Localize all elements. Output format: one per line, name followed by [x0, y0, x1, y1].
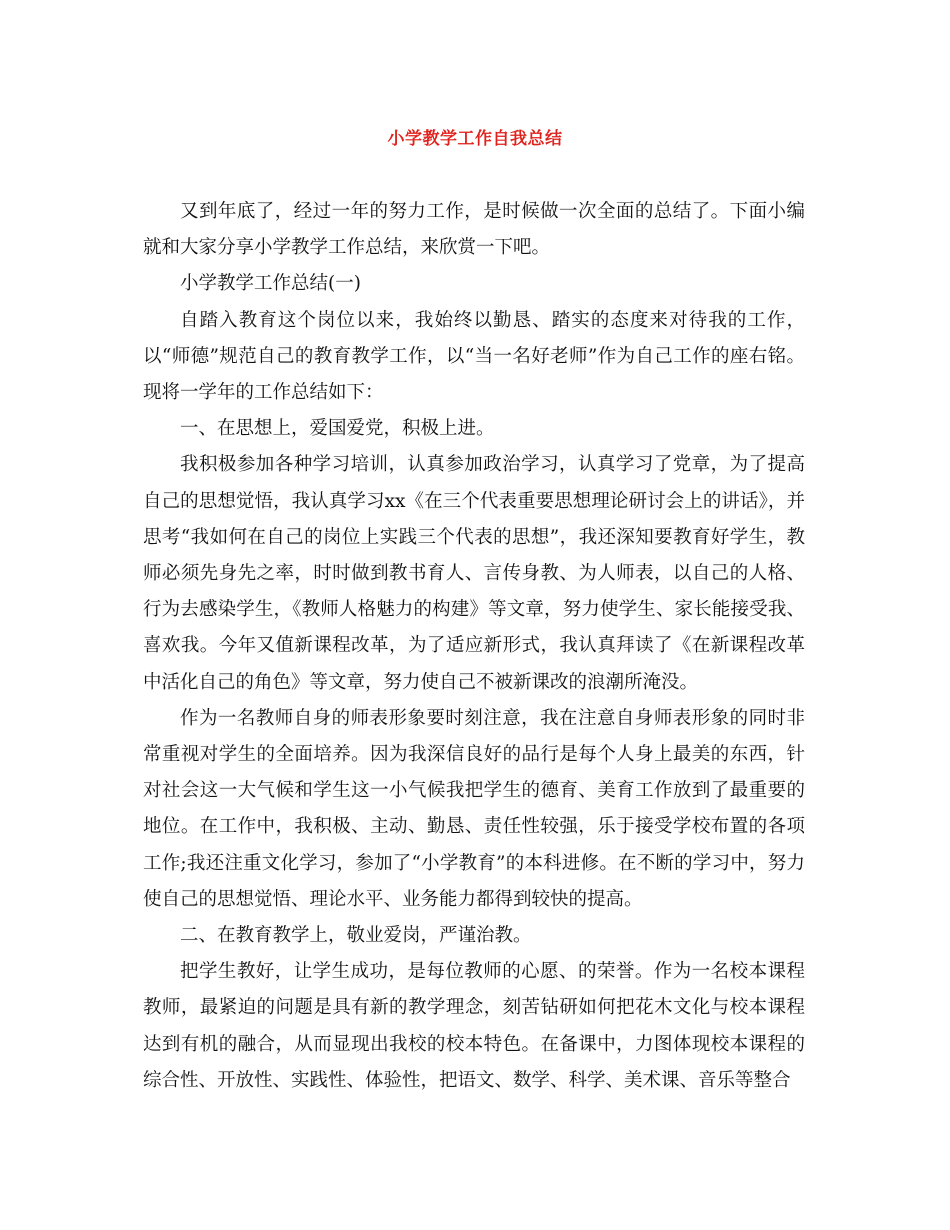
section-heading-teaching: 二、在教育教学上，敬业爱岗，严谨治教。: [180, 925, 532, 947]
document-body: [143, 194, 805, 1099]
body-paragraph: 自踏入教育这个岗位以来，我始终以勤恳、踏实的态度来对待我的工作，以“师德”规范自己的教育教学工作，以“当一名好老师”作为自己工作的座右铭。现将一学年的工作总结如下：: [143, 309, 805, 404]
body-paragraph: 把学生教好，让学生成功，是每位教师的心愿、的荣誉。作为一名校本课程教师，最紧迫的问题是具有新的教学理念，刻苦钻研如何把花木文化与校本课程达到有机的融合，从而显现出我校的校本特色。在备课中，力图体现校本课程的综合性、开放性、实践性、体验性，把语文、数学、科学、美术课、音乐等整合: [143, 961, 805, 1091]
section-heading-summary-one: 小学教学工作总结(一): [180, 273, 361, 295]
intro-paragraph: 又到年底了，经过一年的努力工作，是时候做一次全面的总结了。下面小编就和大家分享小学教学工作总结，来欣赏一下吧。: [143, 201, 805, 259]
body-paragraph: 作为一名教师自身的师表形象要时刻注意，我在注意自身师表形象的同时非常重视对学生的全面培养。因为我深信良好的品行是每个人身上最美的东西，针对社会这一大气候和学生这一小气候我把学生的德育、美育工作放到了最重要的地位。在工作中，我积极、主动、勤恳、责任性较强，乐于接受学校布置的各项工作;我还注重文化学习，参加了“小学教育”的本科进修。在不断的学习中，努力使自己的思想觉悟、理论水平、业务能力都得到较快的提高。: [143, 707, 805, 910]
section-heading-thought: 一、在思想上，爱国爱党，积极上进。: [180, 418, 495, 440]
document-title: 小学教学工作自我总结: [387, 129, 563, 149]
body-paragraph: 我积极参加各种学习培训，认真参加政治学习，认真学习了党章，为了提高自己的思想觉悟，我认真学习xx《在三个代表重要思想理论研讨会上的讲话》，并思考“我如何在自己的岗位上实践三个代表的思想”，我还深知要教育好学生，教师必须先身先之率，时时做到教书育人、言传身教、为人师表，以自己的人格、行为去感染学生，《教师人格魅力的构建》等文章，努力使学生、家长能接受我、喜欢我。今年又值新课程改革，为了适应新形式，我认真拜读了《在新课程改革中活化自己的角色》等文章，努力使自己不被新课改的浪潮所淹没。: [143, 454, 805, 693]
